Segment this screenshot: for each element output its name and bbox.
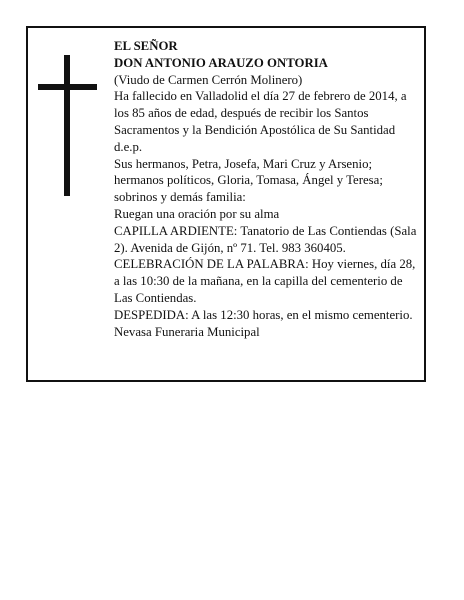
prayer-request: Ruegan una oración por su alma [114, 206, 280, 221]
notice-title: EL SEÑOR [114, 39, 178, 53]
family-members: Sus hermanos, Petra, Josefa, Mari Cruz y Arsenio; hermanos políticos, Gloria, Tomasa, Ángel y Teresa; sobrinos y demás familia: [114, 156, 383, 205]
rest-in-peace: d.e.p. [114, 139, 143, 154]
cross-vertical-bar [64, 55, 70, 196]
death-announcement: Ha fallecido en Valladolid el día 27 de febrero de 2014, a los 85 años de edad, después de recibir los Santos Sacramentos y la Bendición Apostólica de Su Santidad [114, 89, 407, 137]
celebration-details: CELEBRACIÓN DE LA PALABRA: Hoy viernes, día 28, a las 10:30 de la mañana, en la capilla del cementerio de Las Contiendas. [114, 257, 416, 305]
deceased-name: DON ANTONIO ARAUZO ONTORIA [114, 55, 328, 70]
farewell-details: DESPEDIDA: A las 12:30 horas, en el mismo cementerio. [114, 307, 413, 322]
cross-horizontal-bar [38, 84, 97, 90]
chapel-details: CAPILLA ARDIENTE: Tanatorio de Las Contiendas (Sala 2). Avenida de Gijón, nº 71. Tel. 983 360405. [114, 223, 417, 255]
obituary-text [114, 38, 420, 340]
widower-note: (Viudo de Carmen Cerrón Molinero) [114, 72, 303, 87]
funeral-home: Nevasa Funeraria Municipal [114, 324, 260, 339]
